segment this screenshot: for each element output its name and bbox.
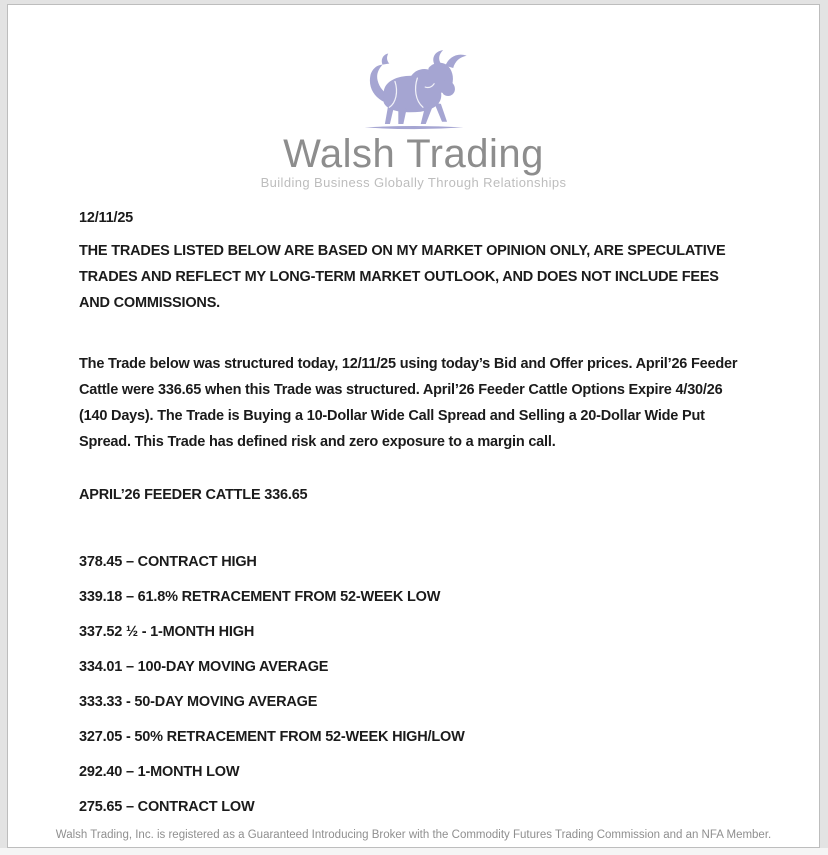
- trade-description-paragraph: The Trade below was structured today, 12/11/25 using today’s Bid and Offer prices. April’26 Feeder Cattle were 336.65 when this Trade was structured. April’26 Feeder Cattle Options Expire 4/30/26 (140 Days). The Trade is Buying a 10-Dollar Wide Call Spread and Selling a 20-Dollar Wide Put Spread. This Trade has defined risk and zero exposure to a margin call.: [79, 356, 738, 450]
- price-level-50-retracement: 327.05 - 50% RETRACEMENT FROM 52-WEEK HIGH/LOW: [79, 729, 465, 745]
- report-date: 12/11/25: [79, 210, 134, 226]
- price-level-contract-low: 275.65 – CONTRACT LOW: [79, 799, 255, 815]
- compliance-footer: Walsh Trading, Inc. is registered as a Guaranteed Introducing Broker with the Commodity Futures Trading Commission and an NFA Member.: [55, 829, 772, 841]
- price-level-100-day-ma: 334.01 – 100-DAY MOVING AVERAGE: [79, 659, 329, 675]
- price-level-1-month-low: 292.40 – 1-MONTH LOW: [79, 764, 240, 780]
- document-content: [8, 205, 819, 820]
- bull-logo-icon: [352, 49, 476, 133]
- price-level-contract-high: 378.45 – CONTRACT HIGH: [79, 554, 257, 570]
- price-level-618-retracement: 339.18 – 61.8% RETRACEMENT FROM 52-WEEK LOW: [79, 589, 441, 605]
- viewer-bottom-strip: [0, 848, 828, 855]
- document-page: [7, 4, 820, 848]
- price-level-1-month-high: 337.52 ½ - 1-MONTH HIGH: [79, 624, 255, 640]
- brand-header: [8, 5, 819, 191]
- contract-heading: APRIL’26 FEEDER CATTLE 336.65: [79, 487, 308, 503]
- disclaimer-paragraph: THE TRADES LISTED BELOW ARE BASED ON MY MARKET OPINION ONLY, ARE SPECULATIVE TRADES AND REFLECT MY LONG-TERM MARKET OUTLOOK, AND DOES NOT INCLUDE FEES AND COMMISSIONS.: [79, 243, 726, 311]
- brand-tagline: Building Business Globally Through Relationships: [260, 175, 567, 190]
- price-levels-list: [79, 549, 748, 820]
- brand-name: Walsh Trading: [283, 132, 544, 176]
- price-level-50-day-ma: 333.33 - 50-DAY MOVING AVERAGE: [79, 694, 318, 710]
